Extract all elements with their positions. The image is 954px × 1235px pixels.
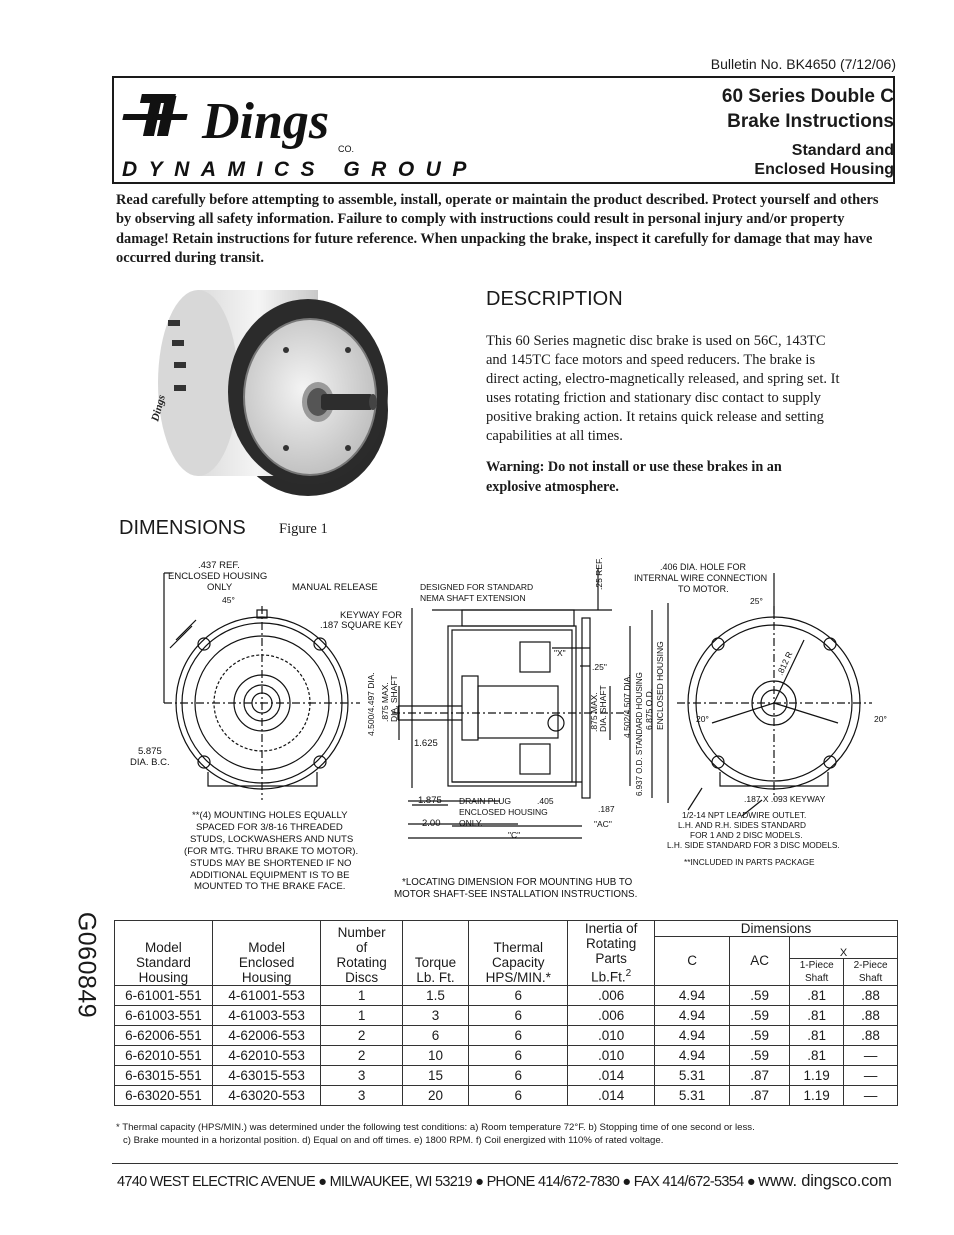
table-cell: 2: [321, 1045, 402, 1065]
table-cell: .81: [790, 1005, 844, 1025]
table-cell: 4-61003-553: [212, 1005, 321, 1025]
lbl-shaft875-b: DIA. SHAFT: [389, 675, 399, 722]
table-cell: .87: [730, 1085, 790, 1105]
table-cell: .006: [568, 985, 655, 1005]
lbl-dia4500: 4.500/4.497 DIA.: [366, 672, 376, 736]
table-cell: 2: [321, 1025, 402, 1045]
lbl-npt-4: L.H. SIDE STANDARD FOR 3 DISC MODELS.: [667, 840, 840, 850]
table-cell: 1: [321, 1005, 402, 1025]
table-cell: —: [844, 1045, 898, 1065]
table-cell: 6-62006-551: [115, 1025, 213, 1045]
lbl-locating-1: *LOCATING DIMENSION FOR MOUNTING HUB TO: [402, 877, 633, 888]
table-cell: 4-63020-553: [212, 1085, 321, 1105]
footnote: [116, 1121, 896, 1147]
table-cell: .59: [730, 1025, 790, 1045]
lbl-ref25: .25 REF.: [594, 557, 604, 590]
lbl-dim405: .405: [537, 796, 554, 806]
logo-co: CO.: [338, 144, 355, 154]
warning-text: Warning: Do not install or use these brakes in an explosive atmosphere.: [486, 459, 782, 495]
logo-name: Dings: [202, 93, 330, 150]
lbl-20deg-a: 20°: [696, 714, 709, 724]
table-cell: .88: [844, 1025, 898, 1045]
table-row: [115, 1005, 898, 1025]
document-subtitle: [754, 141, 894, 179]
col-discs: Number of Rotating Discs: [321, 921, 402, 986]
table-cell: 6-61001-551: [115, 985, 213, 1005]
lbl-20deg-b: 20°: [874, 714, 887, 724]
title-line-2: Brake Instructions: [727, 111, 894, 132]
table-cell: 6: [469, 985, 568, 1005]
lbl-npt-3: FOR 1 AND 2 DISC MODELS.: [690, 830, 803, 840]
table-cell: 1.5: [402, 985, 468, 1005]
col-ac: AC: [730, 937, 790, 986]
table-cell: .010: [568, 1045, 655, 1065]
lbl-shaft875-c: .875 MAX.: [589, 692, 599, 732]
table-cell: 3: [321, 1065, 402, 1085]
footnote-line-1: * Thermal capacity (HPS/MIN.) was determined under the following test conditions: a) Room temperature 72°F. b) Stopping time of one second or less.: [116, 1122, 755, 1133]
lbl-enclosed-only-3: ENCLOSED HOUSING: [459, 807, 548, 817]
lbl-npt-1: 1/2-14 NPT LEADWIRE OUTLET.: [682, 810, 807, 820]
table-cell: .014: [568, 1085, 655, 1105]
col-model-standard: Model Standard Housing: [115, 921, 213, 986]
col-x-1piece: 1-Piece Shaft: [790, 958, 844, 985]
dings-logo: [120, 84, 500, 184]
table-cell: .014: [568, 1065, 655, 1085]
table-cell: 15: [402, 1065, 468, 1085]
lbl-mh-4: (FOR MTG. THRU BRAKE TO MOTOR).: [184, 846, 359, 857]
document-number-text: G060849: [72, 911, 101, 1019]
lbl-shaft875-a: .875 MAX.: [380, 682, 390, 722]
table-cell: 4.94: [655, 985, 730, 1005]
lbl-included: **INCLUDED IN PARTS PACKAGE: [684, 857, 815, 867]
footer-address: 4740 WEST ELECTRIC AVENUE ● MILWAUKEE, WI 53219 ● PHONE 414/672-7830 ● FAX 414/672-5354 ●: [117, 1174, 759, 1190]
col-torque: Torque Lb. Ft.: [402, 921, 468, 986]
table-cell: .010: [568, 1025, 655, 1045]
table-cell: 4-62010-553: [212, 1045, 321, 1065]
lbl-od6875-a: 6.875 O.D.: [644, 688, 654, 730]
table-cell: .81: [790, 1025, 844, 1045]
table-cell: .006: [568, 1005, 655, 1025]
lbl-dim187: .187: [598, 804, 615, 814]
col-thermal: Thermal Capacity HPS/MIN.*: [469, 921, 568, 986]
footer-divider: [112, 1163, 898, 1164]
title-line-1: 60 Series Double C: [721, 86, 894, 107]
table-cell: 6: [469, 1045, 568, 1065]
lbl-ac: "AC": [594, 819, 612, 829]
lbl-npt-2: L.H. AND R.H. SIDES STANDARD: [678, 820, 807, 830]
footer: [117, 1172, 892, 1191]
table-cell: 4.94: [655, 1025, 730, 1045]
table-cell: 6-63020-551: [115, 1085, 213, 1105]
table-cell: 4-62006-553: [212, 1025, 321, 1045]
lbl-enclosed-only-4: ONLY.: [459, 818, 483, 828]
table-cell: 4-61001-553: [212, 985, 321, 1005]
dimensions-heading: DIMENSIONS: [119, 517, 246, 539]
specifications-rows: [115, 985, 898, 1105]
table-cell: 5.31: [655, 1065, 730, 1085]
description-heading: DESCRIPTION: [486, 288, 623, 310]
lbl-drain-plug: DRAIN PLUG: [459, 796, 511, 806]
bulletin-number: Bulletin No. BK4650 (7/12/06): [710, 56, 896, 72]
lbl-mh-5: STUDS MAY BE SHORTENED IF NO: [190, 858, 352, 869]
logo-tagline: DYNAMICS GROUP: [122, 158, 478, 181]
table-cell: 6-62010-551: [115, 1045, 213, 1065]
figure-label: Figure 1: [279, 521, 328, 537]
col-model-enclosed: Model Enclosed Housing: [212, 921, 321, 986]
table-cell: 4-63015-553: [212, 1065, 321, 1085]
table-cell: 1.19: [790, 1085, 844, 1105]
lbl-designed-2: NEMA SHAFT EXTENSION: [420, 593, 526, 603]
table-row: [115, 1025, 898, 1045]
table-cell: .59: [730, 1005, 790, 1025]
lbl-manual-release: MANUAL RELEASE: [292, 582, 378, 593]
table-cell: 3: [321, 1085, 402, 1105]
lbl-dia4502: 4.502/4.507 DIA.: [622, 674, 632, 738]
lbl-hole-3: TO MOTOR.: [678, 584, 729, 594]
table-cell: 6: [469, 1005, 568, 1025]
table-cell: .59: [730, 985, 790, 1005]
lbl-keyway-2: .187 SQUARE KEY: [320, 620, 403, 631]
lbl-ref437: .437 REF.: [198, 560, 240, 571]
lbl-keyway187: .187 X .093 KEYWAY: [744, 794, 826, 804]
table-cell: 6-63015-551: [115, 1065, 213, 1085]
lbl-dim-25: .25": [592, 662, 607, 672]
lbl-200: 2.00: [422, 818, 441, 829]
table-row: [115, 985, 898, 1005]
safety-intro: Read carefully before attempting to assemble, install, operate or maintain the product described. Protect yourself and others by observing all safety information. Failure to comply with instructions could result in personal injury and/or property damage! Retain instructions for future reference. When unpacking the brake, inspect it carefully for damage that may have occurred during transit.: [116, 192, 879, 266]
subtitle-line-1: Standard and: [791, 142, 894, 159]
col-x-2piece: 2-Piece Shaft: [844, 958, 898, 985]
document-number: [66, 900, 106, 1030]
lbl-enclosed-only-2: ONLY: [207, 582, 233, 593]
lbl-c: "C": [508, 830, 521, 840]
document-title: [722, 84, 894, 134]
lbl-enclosed-only-1: ENCLOSED HOUSING: [168, 571, 268, 582]
lbl-dia-bc: DIA. B.C.: [130, 757, 170, 768]
col-inertia: Inertia of Rotating Parts Lb.Ft.$^2$: [568, 921, 655, 986]
table-cell: 4.94: [655, 1045, 730, 1065]
col-dimensions: Dimensions: [655, 921, 898, 937]
lbl-mh-2: SPACED FOR 3/8-16 THREADED: [196, 822, 343, 833]
lbl-x-dim: "X": [554, 648, 566, 658]
lbl-designed-1: DESIGNED FOR STANDARD: [420, 582, 534, 592]
lbl-r812: .812 R: [774, 649, 795, 677]
lbl-keyway-1: KEYWAY FOR: [340, 610, 403, 621]
table-cell: .81: [790, 985, 844, 1005]
lbl-mh-7: MOUNTED TO THE BRAKE FACE.: [194, 881, 346, 892]
lbl-45deg: 45°: [222, 595, 235, 605]
lbl-hole-2: INTERNAL WIRE CONNECTION: [634, 573, 768, 583]
subtitle-line-2: Enclosed Housing: [754, 161, 894, 178]
brake-photo: [138, 280, 388, 498]
dimension-drawing: [112, 548, 902, 910]
table-cell: —: [844, 1065, 898, 1085]
table-cell: 3: [402, 1005, 468, 1025]
footer-url-link[interactable]: www. dingsco.com: [758, 1172, 892, 1190]
table-cell: 6: [469, 1025, 568, 1045]
table-cell: .59: [730, 1045, 790, 1065]
table-row: [115, 1085, 898, 1105]
table-cell: .88: [844, 985, 898, 1005]
col-c: C: [655, 937, 730, 986]
table-cell: 6-61003-551: [115, 1005, 213, 1025]
lbl-locating-2: MOTOR SHAFT-SEE INSTALLATION INSTRUCTIONS.: [394, 889, 638, 900]
lbl-dia5875: 5.875: [138, 746, 162, 757]
lbl-mh-1: **(4) MOUNTING HOLES EQUALLY: [192, 810, 348, 821]
specifications-table: [114, 920, 898, 1106]
table-cell: .88: [844, 1005, 898, 1025]
table-cell: —: [844, 1085, 898, 1105]
table-cell: 5.31: [655, 1085, 730, 1105]
lbl-mh-6: ADDITIONAL EQUIPMENT IS TO BE: [190, 870, 350, 881]
table-cell: 10: [402, 1045, 468, 1065]
footnote-line-2: c) Brake mounted in a horizontal position. d) Equal on and off times. e) 1800 RPM. f) Coil energized with 110% of rated voltage.: [123, 1135, 664, 1146]
lbl-25deg: 25°: [750, 596, 763, 606]
table-cell: .87: [730, 1065, 790, 1085]
table-cell: 4.94: [655, 1005, 730, 1025]
lbl-od6875-b: ENCLOSED HOUSING: [655, 641, 665, 730]
lbl-shaft875-d: DIA. SHAFT: [598, 685, 608, 732]
lbl-1875: 1.875: [418, 795, 442, 806]
lbl-1625: 1.625: [414, 738, 438, 749]
lbl-mh-3: STUDS, LOCKWASHERS AND NUTS: [190, 834, 354, 845]
table-cell: .81: [790, 1045, 844, 1065]
photo-label: Dings: [149, 393, 168, 423]
table-row: [115, 1065, 898, 1085]
table-cell: 1: [321, 985, 402, 1005]
table-cell: 6: [402, 1025, 468, 1045]
lbl-hole-1: .406 DIA. HOLE FOR: [660, 562, 747, 572]
col-x: X: [790, 937, 898, 959]
table-cell: 6: [469, 1065, 568, 1085]
description-body: This 60 Series magnetic disc brake is used on 56C, 143TC and 145TC face motors and speed reducers. The brake is direct acting, electro-magnetically released, and spring set. It uses rotating friction and stationary disc contact to supply positive braking action. It retains quick release and setting capabilities at all times.: [486, 333, 840, 444]
table-cell: 1.19: [790, 1065, 844, 1085]
table-row: [115, 1045, 898, 1065]
lbl-od6937: 6.937 O.D. STANDARD HOUSING: [635, 672, 644, 796]
table-cell: 6: [469, 1085, 568, 1105]
table-cell: 20: [402, 1085, 468, 1105]
